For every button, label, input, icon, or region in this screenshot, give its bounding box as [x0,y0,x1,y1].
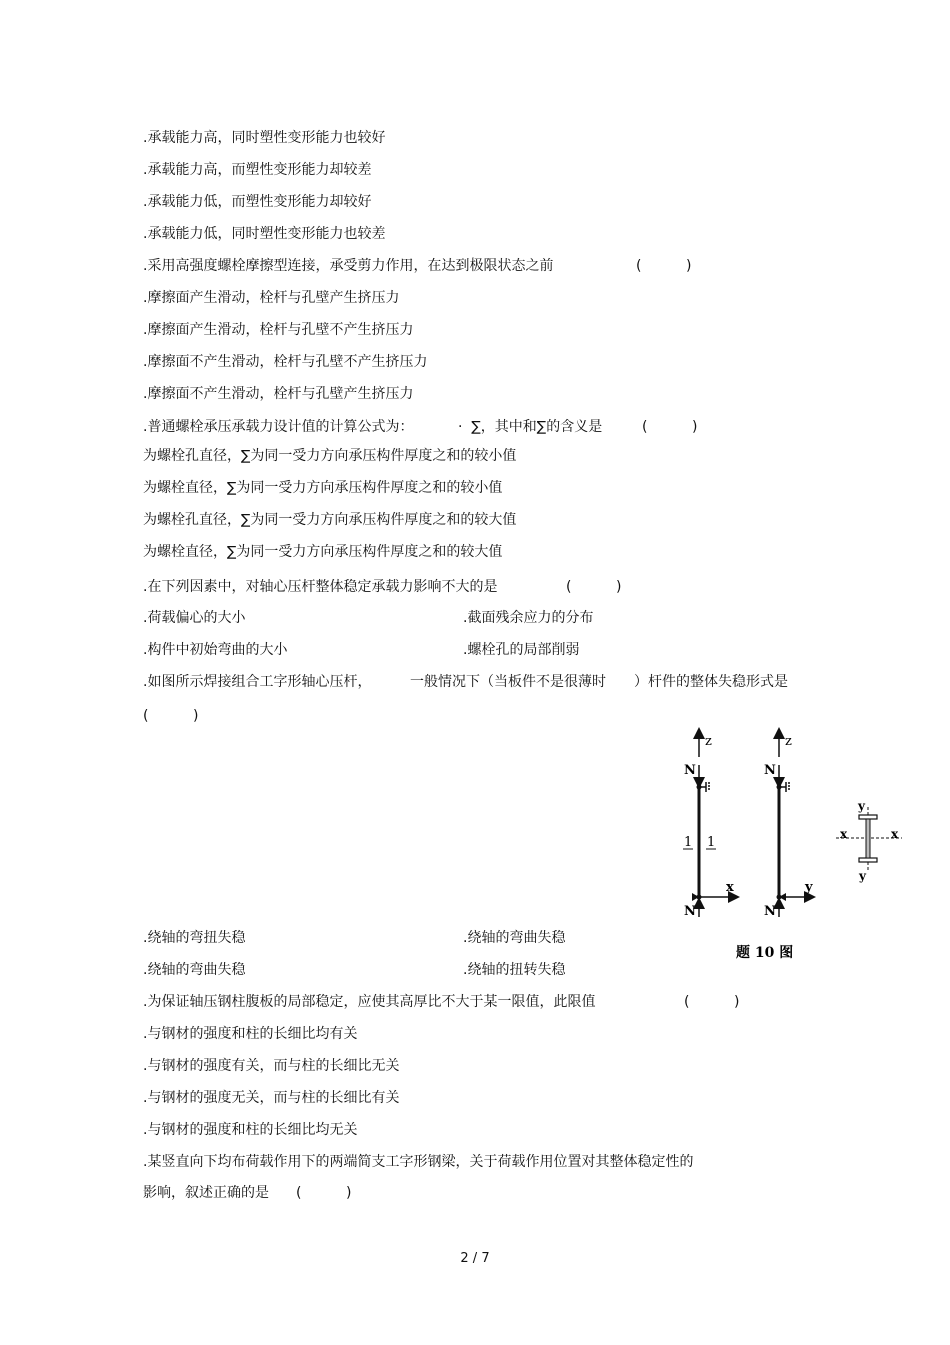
axis-label-z: z [785,734,792,749]
option-line: 为螺栓孔直径，∑为同一受力方向承压构件厚度之和的较小值 [143,448,517,464]
option-line: .承载能力低，同时塑性变形能力也较差 [143,226,386,242]
answer-blank: ( ) [684,994,740,1010]
option-line: .绕轴的弯曲失稳 [463,930,566,946]
question-text: .采用高强度螺栓摩擦型连接，承受剪力作用，在达到极限状态之前 [143,258,554,274]
question-text: ）杆件的整体失稳形式是 [634,674,788,690]
option-line: .与钢材的强度和柱的长细比均有关 [143,1026,358,1042]
figure-caption: 题 10 图 [736,945,794,961]
question-text: .如图所示焊接组合工字形轴心压杆， [143,674,372,690]
column-diagram [670,725,920,970]
axis-label-y: y [805,880,813,895]
answer-blank: ( ) [642,419,698,435]
section-axis-y: y [859,869,866,883]
option-line: .摩擦面产生滑动，栓杆与孔壁产生挤压力 [143,290,400,306]
option-line: .螺栓孔的局部削弱 [463,642,580,658]
option-line: .构件中初始弯曲的大小 [143,642,288,658]
option-line: .承载能力高，同时塑性变形能力也较好 [143,130,386,146]
option-line: .绕轴的弯扭失稳 [143,930,246,946]
force-label-n: N [764,904,776,919]
question-text: .普通螺栓承压承载力设计值的计算公式为： [143,419,414,435]
option-line: .与钢材的强度有关，而与柱的长细比无关 [143,1058,400,1074]
option-line: .荷载偏心的大小 [143,610,246,626]
option-line: .承载能力低，而塑性变形能力却较好 [143,194,372,210]
question-text: .某竖直向下均布荷载作用下的两端简支工字形钢梁，关于荷载作用位置对其整体稳定性的 [143,1154,694,1170]
option-line: 为螺栓直径，∑为同一受力方向承压构件厚度之和的较大值 [143,544,503,560]
force-label-n: N [684,763,696,778]
question-text: · ∑，其中和∑的含义是 [458,419,603,435]
option-line: .绕轴的扭转失稳 [463,962,566,978]
question-text: .在下列因素中，对轴心压杆整体稳定承载力影响不大的是 [143,579,498,595]
answer-blank: ( ) [143,708,199,724]
section-axis-x: x [891,827,899,841]
option-line: .承载能力高，而塑性变形能力却较差 [143,162,372,178]
axis-label-z: z [705,734,712,749]
question-text: .为保证轴压钢柱腹板的局部稳定，应使其高厚比不大于某一限值，此限值 [143,994,596,1010]
answer-blank: ( ) [566,579,622,595]
question-text: 一般情况下（当板件不是很薄时 [410,674,606,690]
figure-10 [670,725,920,970]
force-label-n: N [684,904,696,919]
page-number: 2 / 7 [460,1251,490,1266]
section-axis-y: y [858,799,865,813]
answer-blank: ( ) [636,258,692,274]
section-axis-x: x [840,827,848,841]
option-line: .与钢材的强度和柱的长细比均无关 [143,1122,358,1138]
section-label-1: 1 [707,835,716,850]
option-line: 为螺栓直径，∑为同一受力方向承压构件厚度之和的较小值 [143,480,503,496]
option-line: .摩擦面不产生滑动，栓杆与孔壁不产生挤压力 [143,354,428,370]
option-line: .截面残余应力的分布 [463,610,594,626]
option-line: .绕轴的弯曲失稳 [143,962,246,978]
section-label-1: 1 [684,835,693,850]
option-line: .与钢材的强度无关，而与柱的长细比有关 [143,1090,400,1106]
option-line: .摩擦面不产生滑动，栓杆与孔壁产生挤压力 [143,386,414,402]
option-line: .摩擦面产生滑动，栓杆与孔壁不产生挤压力 [143,322,414,338]
option-line: 为螺栓孔直径，∑为同一受力方向承压构件厚度之和的较大值 [143,512,517,528]
axis-label-x: x [726,880,734,895]
answer-blank: ( ) [296,1185,352,1201]
force-label-n: N [764,763,776,778]
question-text: 影响，叙述正确的是 [143,1185,269,1201]
